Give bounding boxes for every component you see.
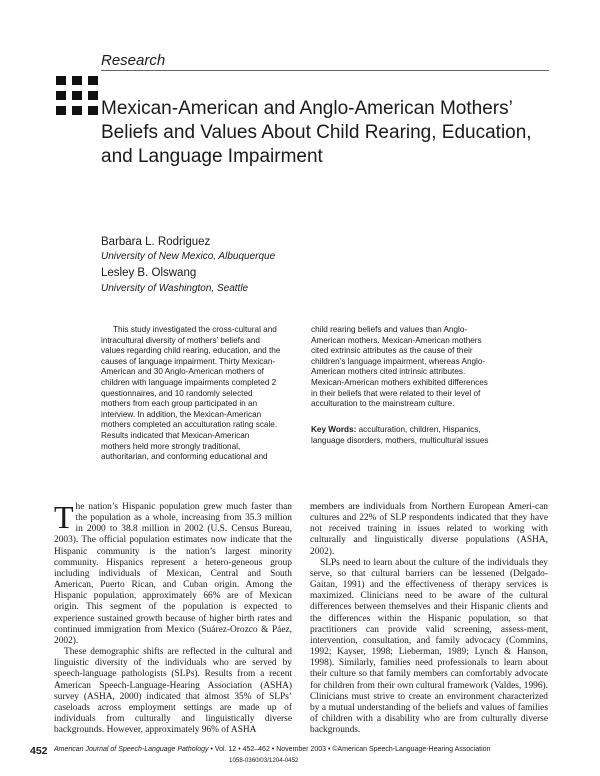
volume-info: • Vol. 12 • 452–462 • November 2003 • ©American Speech-Language-Hearing Association bbox=[210, 746, 491, 753]
keywords-label: Key Words: bbox=[311, 425, 357, 434]
body-paragraph: SLPs need to learn about the culture of the individuals they serve, so that cultural barriers can be lessened (Delgado-Gaitan, 1991) and the effectiveness of therapy services is maximized. Clinicians need to be aware of the cultural differences between themselves and their Hispanic clients and the differences within the Hispanic population, so that practitioners can provide valid screening, assess-ment, intervention, consultation, and family advocacy (Commins, 1992; Kayser, 1998; Lieberman, 1989; Lynch & Hanson, 1998). Similarly, families need professionals to learn about their culture so that family members can comfortably advocate for children from their own cultural framework (Valdes, 1996). Clinicians must strive to create an environment characterized by a mutual understanding of the beliefs and values of families of children with a disability who are from culturally diverse backgrounds. bbox=[310, 557, 548, 736]
body-paragraph bbox=[54, 499, 292, 647]
article-title: Mexican-American and Anglo-American Mothers’ Beliefs and Values About Child Rearing, Education, and Language Impairment bbox=[101, 98, 532, 167]
issn: 1058-0360/03/1204-0452 bbox=[229, 757, 299, 764]
keywords-list: acculturation, children, Hispanics, language disorders, mothers, multicultural issues bbox=[311, 425, 489, 445]
body-paragraph-text: he nation’s Hispanic population grew much faster than the population as a whole, increasing from 35.3 million in 2000 to 38.8 million in 2002 (U.S. Census Bureau, 2003). The official population estimates now indicate that the Hispanic community is the nation’s largest minority community. Hispanics represent a hetero-geneous group including individuals of Mexican, Central and South American, Puerto Rican, and Cuban origin. Among the Hispanic population, approximately 66% are of Mexican origin. This segment of the population is expected to experience sustained growth because of higher birth rates and continued immigration from Mexico (Suárez-Orozco & Páez, 2002). bbox=[54, 502, 292, 646]
author-name: Lesley B. Olswang bbox=[101, 267, 197, 279]
keywords bbox=[311, 425, 491, 446]
section-label: Research bbox=[101, 52, 166, 69]
page-number: 452 bbox=[30, 745, 48, 757]
journal-citation bbox=[54, 746, 490, 753]
section-divider bbox=[101, 70, 549, 71]
author-affiliation: University of Washington, Seattle bbox=[101, 283, 249, 294]
body-paragraph: members are individuals from Northern European Ameri-can cultures and 22% of SLP respondents indicated that they have not received training in issues related to working with culturally and linguistically diverse populations (ASHA, 2002). bbox=[310, 502, 548, 557]
drop-cap: T bbox=[54, 499, 74, 535]
author-name: Barbara L. Rodriguez bbox=[101, 236, 211, 248]
square-grid-logo bbox=[54, 76, 100, 118]
abstract-column-2: child rearing beliefs and values than Anglo-American mothers. Mexican-American mothers cited extrinsic attributes as the cause of their children’s language impairment, whereas Anglo-American mothers cited intrinsic attributes. Mexican-American mothers exhibited differences in their beliefs that were related to their level of acculturation to the mainstream culture. bbox=[311, 325, 488, 409]
author-affiliation: University of New Mexico, Albuquerque bbox=[101, 251, 276, 262]
body-column-2 bbox=[310, 502, 548, 736]
body-paragraph: These demographic shifts are reflected in the cultural and linguistic diversity of the individuals who are served by speech-language pathologists (SLPs). Results from a recent American Speech-Language-Hearing Association (ASHA) survey (ASHA, 2000) indicated that almost 35% of SLPs’ caseloads across employment settings are made up of individuals from culturally and linguistically diverse backgrounds. However, approximately 96% of ASHA bbox=[54, 647, 292, 736]
abstract-column-1: This study investigated the cross-cultural and intracultural diversity of mothers’ beliefs and values regarding child rearing, education, and the causes of language impairment. Thirty Mexican-American and 30 Anglo-American mothers of children with language impairments completed 2 questionnaires, and 10 randomly selected mothers from each group participated in an interview. In addition, the Mexican-American mothers completed an acculturation rating scale. Results indicated that Mexican-American mothers held more strongly traditional, authoritarian, and conforming educational and bbox=[101, 325, 281, 462]
body-column-1 bbox=[54, 499, 292, 736]
journal-name: American Journal of Speech-Language Pathology bbox=[54, 746, 209, 753]
